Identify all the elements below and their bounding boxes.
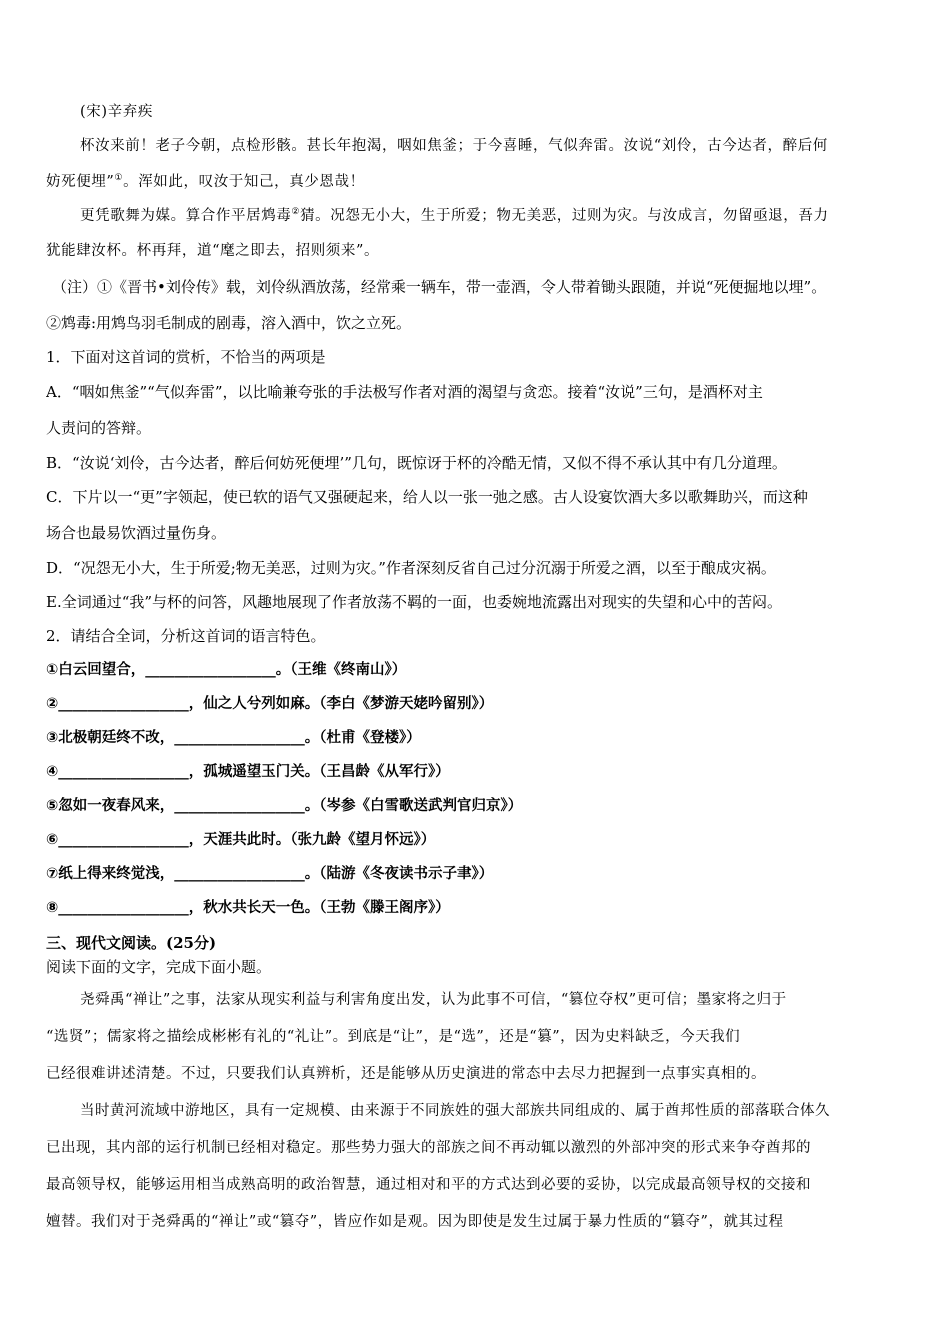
option-c-cont: 场合也最易饮酒过量伤身。	[46, 524, 227, 542]
passage-line: 嬗替。我们对于尧舜禹的“禅让”或“篡夺”，皆应作如是观。因为即使是发生过属于暴力性质的“篡夺”，就其过程	[46, 1214, 784, 1230]
question-stem: 1．下面对这首词的赏析，不恰当的两项是	[46, 348, 326, 366]
poem-line: 杯汝来前！老子今朝，点检形骸。甚长年抱渴，咽如焦釜；于今喜睡，气似奔雷。汝说“刘伶，古今达者，醉后何	[80, 138, 828, 154]
passage-line: “选贤”；儒家将之描绘成彬彬有礼的“礼让”。到底是“让”，是“选”，还是“篡”，因为史料缺乏，今天我们	[46, 1029, 741, 1045]
fill-blank-item: ⑥__________________，天涯共此时。（张九龄《望月怀远》）	[46, 832, 436, 848]
question-stem: 2．请结合全词，分析这首词的语言特色。	[46, 627, 326, 645]
section-instruction: 阅读下面的文字，完成下面小题。	[46, 958, 272, 976]
fill-blank-item: ④__________________，孤城遥望玉门关。（王昌龄《从军行》）	[46, 764, 450, 780]
fill-blank-item: ⑦纸上得来终觉浅，__________________。（陆游《冬夜读书示子聿》）	[46, 866, 494, 882]
fill-blank-item: ⑧__________________，秋水共长天一色。（王勃《滕王阁序》）	[46, 900, 450, 916]
passage-line: 已出现，其内部的运行机制已经相对稳定。那些势力强大的部族之间不再动辄以激烈的外部冲突的形式来争夺酋邦的	[46, 1140, 811, 1156]
passage-line: 最高领导权，能够运用相当成熟高明的政治智慧，通过相对和平的方式达到必要的妥协，以完成最高领导权的交接和	[46, 1177, 811, 1193]
option-c: C．下片以一“更”字领起，使已软的语气又强硬起来，给人以一张一弛之感。古人设宴饮酒大多以歌舞助兴，而这种	[46, 488, 808, 506]
section-heading: 三、现代文阅读。(25分)	[46, 934, 217, 952]
option-b: B．“汝说‘刘伶，古今达者，醉后何妨死便埋’”几句，既惊讶于杯的冷酷无情，又似不得不承认其中有几分道理。	[46, 454, 787, 472]
fill-blank-item: ⑤忽如一夜春风来，__________________。（岑参《白雪歌送武判官归京》）	[46, 798, 523, 814]
fill-blank-item: ①白云回望合，__________________。（王维《终南山》）	[46, 662, 407, 678]
option-d: D．“况怨无小大，生于所爱;物无美恶，过则为灾。”作者深刻反省自己过分沉溺于所爱之酒，以至于酿成灾祸。	[46, 559, 776, 577]
poem-note: （注）①《晋书•刘伶传》载，刘伶纵酒放荡，经常乘一辆车，带一壶酒，令人带着锄头跟随，并说“死便掘地以埋”。	[52, 278, 827, 296]
passage-line: 已经很难讲述清楚。不过，只要我们认真辨析，还是能够从历史演进的常态中去尽力把握到一点事实真相的。	[46, 1066, 766, 1082]
passage-line: 尧舜禹“禅让”之事，法家从现实利益与利害角度出发，认为此事不可信，“篡位夺权”更可信；墨家将之归于	[80, 992, 787, 1008]
fill-blank-item: ③北极朝廷终不改，__________________。（杜甫《登楼》）	[46, 730, 421, 746]
poem-note: ②鸩毒:用鸩鸟羽毛制成的剧毒，溶入酒中，饮之立死。	[46, 314, 412, 332]
poem-line: 妨死便埋”①。浑如此，叹汝于知己，真少恩哉！	[46, 173, 365, 190]
option-e: E.全词通过“我”与杯的问答，风趣地展现了作者放荡不羁的一面，也委婉地流露出对现实的失望和心中的苦闷。	[46, 593, 783, 611]
poem-author: (宋)辛弃疾	[80, 104, 153, 120]
fill-blank-item: ②__________________，仙之人兮列如麻。（李白《梦游天姥吟留别》）	[46, 696, 494, 712]
passage-line: 当时黄河流域中游地区，具有一定规模、由来源于不同族姓的强大部族共同组成的、属于酋邦性质的部落联合体久	[80, 1103, 830, 1119]
footnote-mark: ②	[291, 207, 301, 218]
poem-line: 更凭歌舞为媒。算合作平居鸩毒②猜。况怨无小大，生于所爱；物无美恶，过则为灾。与汝成言，勿留亟退，吾力	[80, 207, 829, 224]
option-a-cont: 人责问的答辩。	[46, 419, 152, 437]
poem-line: 犹能肆汝杯。杯再拜，道“麾之即去，招则须来”。	[46, 243, 380, 259]
option-a: A．“咽如焦釜”“气似奔雷”，以比喻兼夸张的手法极写作者对酒的渴望与贪恋。接着“汝说”三句，是酒杯对主	[46, 383, 763, 401]
footnote-mark: ①	[114, 173, 124, 184]
